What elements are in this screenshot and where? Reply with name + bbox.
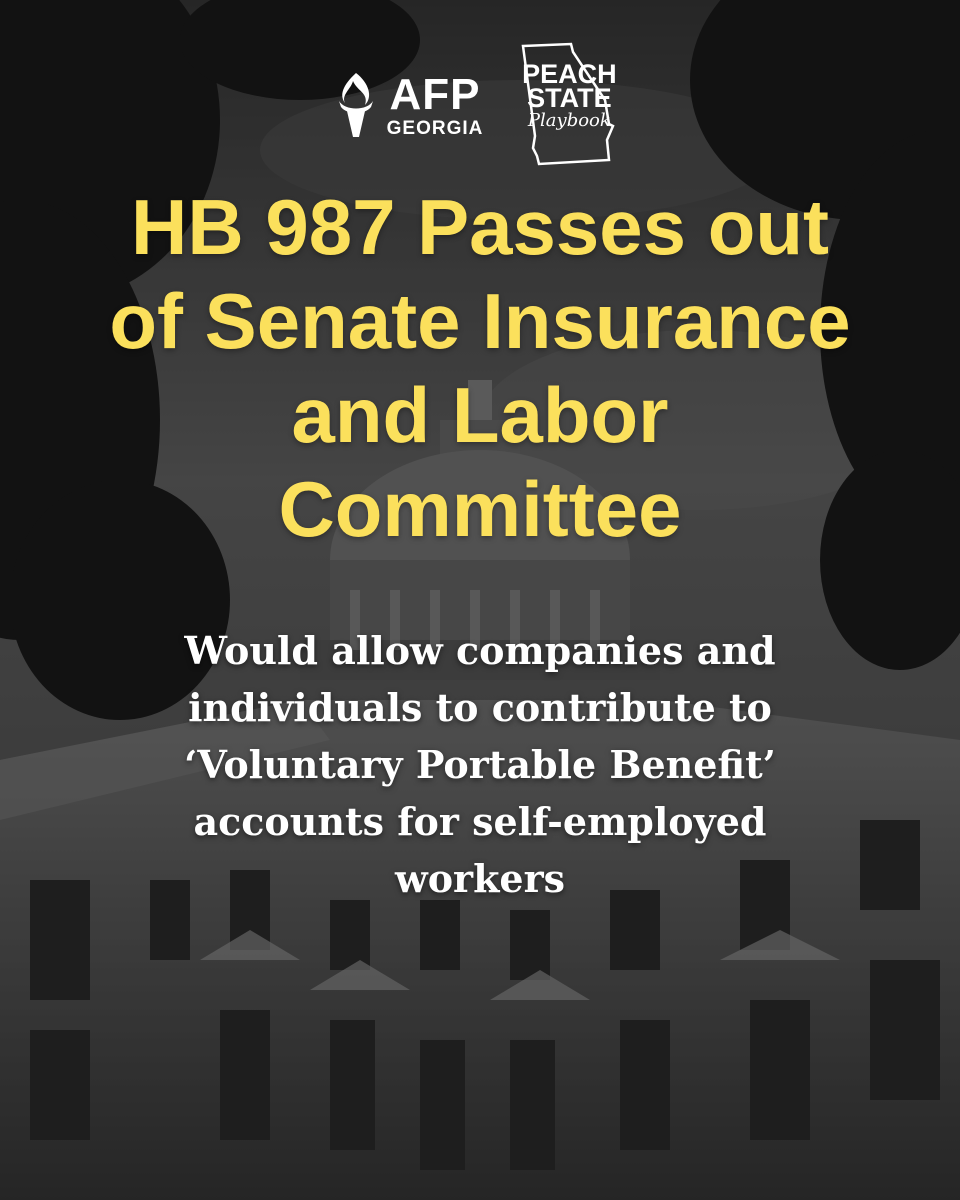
subtext-line: ‘Voluntary Portable Benefit’	[184, 742, 776, 787]
state-wordmark: STATE	[527, 83, 612, 114]
subtext-line: individuals to contribute to	[188, 685, 772, 730]
playbook-wordmark: Playbook	[527, 109, 611, 131]
subtext-line: accounts for self-employed	[193, 799, 767, 844]
torch-icon	[331, 71, 381, 139]
headline-line: of Senate Insurance	[109, 277, 851, 365]
headline-line: HB 987 Passes out	[130, 183, 829, 271]
logo-row	[0, 40, 960, 170]
afp-georgia-wordmark: GEORGIA	[386, 117, 484, 139]
subtext-line: workers	[395, 856, 565, 901]
subtext	[140, 622, 820, 907]
subtext-line: Would allow companies and	[184, 628, 776, 673]
afp-wordmark: AFP	[389, 69, 481, 119]
peach-wordmark: PEACH	[522, 59, 617, 89]
headline	[30, 180, 930, 556]
headline-line: and Labor	[291, 371, 669, 459]
afp-georgia-logo	[331, 71, 484, 139]
peach-state-playbook-logo	[509, 40, 629, 170]
headline-line: Committee	[278, 465, 682, 553]
